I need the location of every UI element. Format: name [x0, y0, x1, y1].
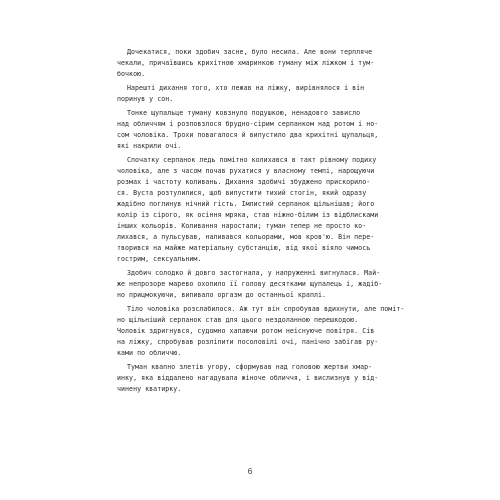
paragraph [117, 47, 385, 80]
text-line: Нарешті дихання того, хто лежав на ліжку, вирівнялося і він [127, 84, 365, 92]
text-line: чоловіка, але з часом почав рухатися у власному темпі, нарощуючи [117, 167, 375, 175]
text-line: инку, яка віддалено нагадувала жіноче обличчя, і вислизнув у від- [117, 374, 379, 382]
text-line: над обличчям і розповзлося брудно-сірим серпанком над ротом і но- [117, 120, 379, 128]
text-line: колір із сірого, як осіння мряка, став ніжно-білим із відблисками [117, 211, 379, 219]
paragraph [117, 304, 405, 359]
text-line: Здобич солодко й довго застогнала, у напруженні вигнулася. Май- [127, 269, 381, 277]
text-line: лихався, а пульсував, наливався кольорами, мов кров'ю. Він пере- [117, 233, 375, 241]
text-line: Тонке щупальце туману ковзнуло подушкою, ненадовго зависло [127, 109, 361, 117]
text-line: на ліжку, спробував розліпити посоловілі очі, панічно забігав ру- [117, 338, 379, 346]
text-line: же непрозоре марево охопило її голову десятками щупалець і, жадіб- [117, 280, 383, 288]
text-line: Туман квапно злетів угору, сформував над головою жертви хмар- [127, 363, 373, 371]
text-line: ками по обличчю. [117, 349, 182, 357]
text-line: но прицмокуючи, випивало оргазм до останньої краплі. [117, 291, 327, 299]
text-line: інших кольорів. Коливання наростали; туман тепер не просто ко- [117, 222, 367, 230]
text-line: чинену кватирку. [117, 385, 182, 393]
text-line: Дочекатися, поки здобич засне, було несила. Але вони терпляче [127, 48, 373, 56]
text-line: які накрили очі. [117, 142, 182, 150]
text-line: розмах і частоту коливань. Дихання здобичі збуджено прискорило- [117, 178, 371, 186]
text-line: Тіло чоловіка розслабилося. Аж тут він спробував вдихнути, але поміт- [127, 305, 405, 313]
text-line: Чоловік здригнувся, судомно хапаючи ротом неіснуюче повітря. Сів [117, 327, 375, 335]
text-line: чекали, причаївшись крихітною хмаринкою туману між ліжком і тум- [117, 59, 375, 67]
paragraph [117, 155, 385, 265]
text-line: но щільніший серпанок став для цього нездоланною перешкодою. [117, 316, 359, 324]
page-body [117, 47, 405, 398]
text-line: гострим, сексуальним. [117, 255, 202, 263]
text-line: Спочатку серпанок ледь помітно колихався в такт рівному подиху [127, 156, 377, 164]
paragraph [117, 83, 385, 105]
text-line: творився на майже матеріальну субстанцію, від якої віяло чимось [117, 244, 371, 252]
paragraph [117, 362, 385, 395]
text-line: бочкою. [117, 70, 146, 78]
page-number: 6 [247, 467, 253, 476]
text-line: жадібно поглинув нічний гість. Імлистий серпанок щільнішав; його [117, 200, 375, 208]
paragraph [117, 268, 385, 301]
paragraph [117, 108, 385, 152]
text-line: сом чоловіка. Трохи повагалося й випустило два крихітні щупальця, [117, 131, 379, 139]
text-line: поринув у сон. [117, 95, 174, 103]
text-line: ся. Вуста розтулилися, щоб випустити тихий стогін, який одразу [117, 189, 367, 197]
